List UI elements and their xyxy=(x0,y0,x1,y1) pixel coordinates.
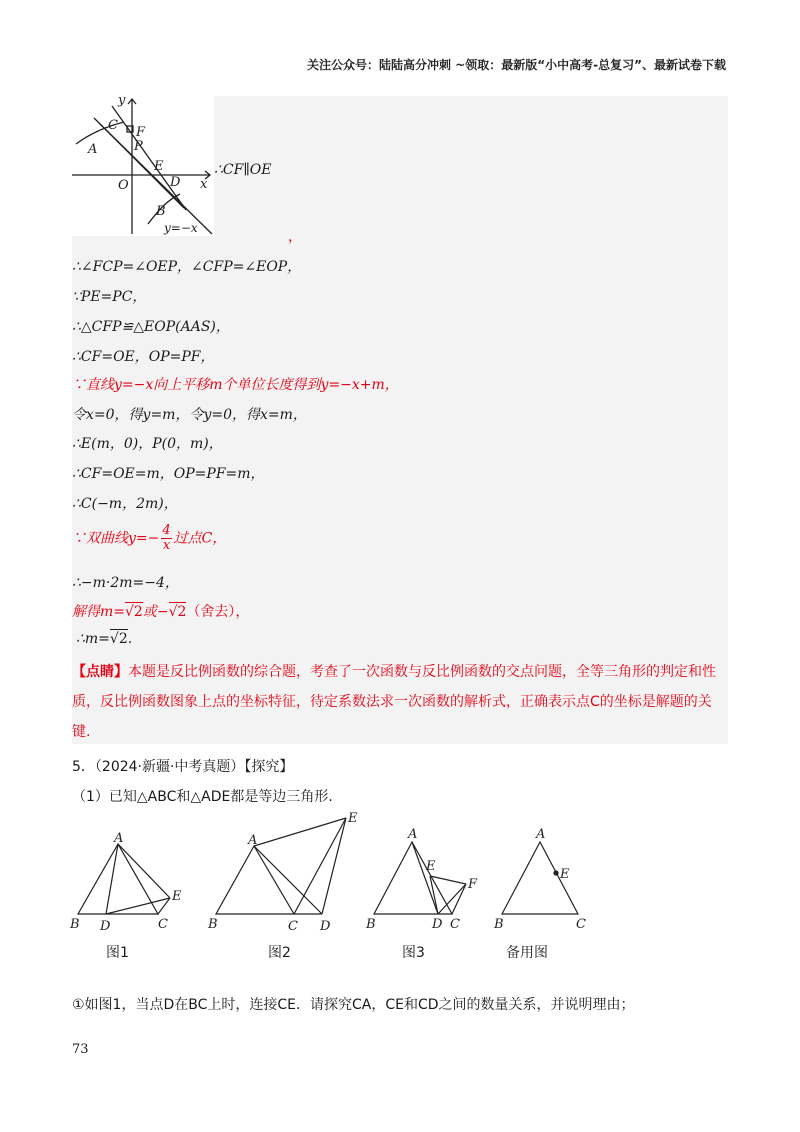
caption-backup: 备用图 xyxy=(506,945,548,961)
line-6: ∵直线y=−x向上平移m个单位长度得到y=−x+m， xyxy=(72,377,399,393)
fig2-abc xyxy=(216,846,294,914)
comment-label: 【点睛】 xyxy=(72,664,128,680)
graph-svg xyxy=(72,96,214,236)
fig1-label-D: D xyxy=(100,919,111,934)
fig3-label-F: F xyxy=(468,877,478,892)
fig4-label-E: E xyxy=(560,867,570,882)
line-3: ∵PE=PC， xyxy=(72,289,147,305)
fig4-point-e xyxy=(553,870,558,875)
label-x: x xyxy=(200,177,208,192)
fig4-label-A: A xyxy=(536,827,546,842)
question-part1: （1）已知△ABC和△ADE都是等边三角形. xyxy=(72,789,333,805)
page-header: 关注公众号：陆陆高分冲刺 ~领取：最新版“小中高考-总复习”、最新试卷下载 xyxy=(307,58,726,72)
comment-block xyxy=(72,657,728,747)
line-8: ∴E(m，0)，P(0，m)， xyxy=(72,436,223,452)
line-11-a: ∵双曲线y=− xyxy=(72,530,160,547)
line-11-b: 过点C， xyxy=(173,530,227,547)
fig1-label-E: E xyxy=(172,889,182,904)
page-number: 73 xyxy=(72,1042,89,1057)
fig3-label-C: C xyxy=(450,917,460,932)
label-D: D xyxy=(170,175,181,190)
label-B: B xyxy=(156,204,166,219)
caption-fig3: 图3 xyxy=(402,945,425,961)
question-title: 5．（2024·新疆·中考真题）【探究】 xyxy=(72,759,294,775)
line-4: ∴△CFP≌△EOP(AAS)， xyxy=(72,319,230,335)
comment-text: 本题是反比例函数的综合题，考查了一次函数与反比例函数的交点问题，全等三角形的判定和性质，反比例函数图象上点的坐标特征，待定系数法求一次函数的解析式，正确表示点C的坐标是解题的关键. xyxy=(72,664,716,740)
label-F: F xyxy=(136,125,146,140)
label-E: E xyxy=(154,159,164,174)
caption-fig2: 图2 xyxy=(268,945,291,961)
line-5: ∴CF=OE，OP=PF， xyxy=(72,349,215,365)
fig3-label-E: E xyxy=(426,859,436,874)
fig3-label-B: B xyxy=(366,917,376,932)
label-O: O xyxy=(118,178,129,193)
line-1-comma: ， xyxy=(288,229,302,245)
fig2-label-B: B xyxy=(208,917,218,932)
label-A: A xyxy=(88,142,98,157)
line-7: 令x=0，得y=m，令y=0，得x=m， xyxy=(72,407,307,423)
fig2-label-C: C xyxy=(288,919,298,934)
fig2-label-E: E xyxy=(348,812,358,826)
question-sub1: ①如图1，当点D在BC上时，连接CE．请探究CA，CE和CD之间的数量关系，并说明理由； xyxy=(72,997,635,1013)
line-14: ∴m=√2. xyxy=(76,631,133,647)
line-2: ∴∠FCP=∠OEP，∠CFP=∠EOP， xyxy=(72,259,302,275)
triangle-figures xyxy=(66,812,586,940)
coordinate-graph xyxy=(72,96,214,236)
line-13: 解得m=√2或−√2（舍去）， xyxy=(72,604,250,620)
caption-fig1: 图1 xyxy=(106,945,129,961)
fig4-label-C: C xyxy=(576,917,586,932)
line-10: ∴C(−m，2m)， xyxy=(72,496,178,512)
fig3-label-D: D xyxy=(432,917,443,932)
line-11 xyxy=(72,524,226,553)
label-y: y xyxy=(118,96,126,108)
label-P: P xyxy=(134,139,143,154)
fig1-label-A: A xyxy=(114,831,124,846)
line-1: ∴CF∥OE xyxy=(214,162,272,178)
line-12: ∴−m·2m=−4， xyxy=(72,575,179,591)
line-9: ∴CF=OE=m，OP=PF=m， xyxy=(72,466,265,482)
fig1-label-C: C xyxy=(158,917,168,932)
fig2-label-A: A xyxy=(248,833,258,848)
fig2-label-D: D xyxy=(320,919,331,934)
label-C: C xyxy=(108,118,118,133)
fraction: $\frac{4}{x}$ xyxy=(162,523,171,553)
fig1-label-B: B xyxy=(70,917,80,932)
fig3-label-A: A xyxy=(408,827,418,842)
fig4-label-B: B xyxy=(494,917,504,932)
label-curve: y=−x xyxy=(164,221,198,235)
